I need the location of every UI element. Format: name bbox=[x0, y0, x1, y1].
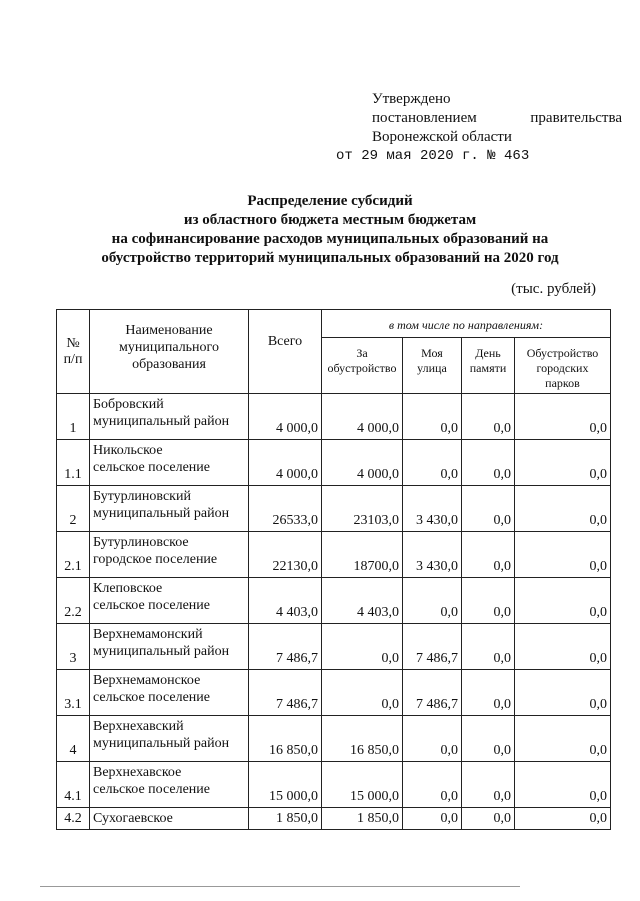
cell-total: 7 486,7 bbox=[249, 670, 322, 716]
cell-dir-memory-day: 0,0 bbox=[462, 394, 515, 440]
cell-no: 3 bbox=[57, 624, 90, 670]
name-line-1: Никольское bbox=[93, 443, 163, 458]
cell-dir-memory-day: 0,0 bbox=[462, 486, 515, 532]
cell-no: 4.2 bbox=[57, 808, 90, 830]
name-line-1: Верхнемамонский bbox=[93, 627, 203, 642]
cell-dir-memory-day: 0,0 bbox=[462, 670, 515, 716]
cell-total: 4 000,0 bbox=[249, 440, 322, 486]
cell-no: 4 bbox=[57, 716, 90, 762]
approval-line-region: Воронежской области bbox=[372, 129, 512, 145]
cell-no: 1 bbox=[57, 394, 90, 440]
cell-dir-memory-day: 0,0 bbox=[462, 532, 515, 578]
name-line-1: Бутурлиновское bbox=[93, 535, 189, 550]
name-line-2: сельское поселение bbox=[93, 598, 210, 613]
table-row bbox=[57, 716, 611, 762]
name-line-2: сельское поселение bbox=[93, 460, 210, 475]
name-line-2: сельское поселение bbox=[93, 690, 210, 705]
cell-dir-improvement: 1 850,0 bbox=[322, 808, 403, 830]
cell-total: 16 850,0 bbox=[249, 716, 322, 762]
header-no: № п/п bbox=[57, 310, 90, 394]
cell-total: 4 403,0 bbox=[249, 578, 322, 624]
document-title bbox=[60, 192, 600, 268]
cell-name bbox=[90, 578, 249, 624]
name-line-2: муниципальный район bbox=[93, 414, 230, 429]
table-row bbox=[57, 624, 611, 670]
title-line-1: Распределение субсидий bbox=[247, 193, 413, 209]
cell-dir-improvement: 18700,0 bbox=[322, 532, 403, 578]
cell-dir-parks: 0,0 bbox=[515, 394, 611, 440]
header-name: Наименование муниципального образования bbox=[90, 310, 249, 394]
cell-dir-memory-day: 0,0 bbox=[462, 716, 515, 762]
cell-dir-my-street: 0,0 bbox=[403, 762, 462, 808]
units-label: (тыс. рублей) bbox=[511, 281, 596, 297]
table-row bbox=[57, 440, 611, 486]
cell-dir-my-street: 3 430,0 bbox=[403, 532, 462, 578]
cell-no: 1.1 bbox=[57, 440, 90, 486]
name-line-1: Клеповское bbox=[93, 581, 163, 596]
cell-total: 1 850,0 bbox=[249, 808, 322, 830]
header-dir-memory-day: День памяти bbox=[462, 338, 515, 394]
cell-dir-memory-day: 0,0 bbox=[462, 762, 515, 808]
name-line-2: муниципальный район bbox=[93, 506, 230, 521]
cell-no: 2.1 bbox=[57, 532, 90, 578]
name-line-2: сельское поселение bbox=[93, 782, 210, 797]
cell-dir-improvement: 0,0 bbox=[322, 670, 403, 716]
cell-dir-parks: 0,0 bbox=[515, 440, 611, 486]
cell-dir-improvement: 15 000,0 bbox=[322, 762, 403, 808]
cell-dir-parks: 0,0 bbox=[515, 808, 611, 830]
name-line-1: Верхнехавское bbox=[93, 765, 182, 780]
cell-name bbox=[90, 394, 249, 440]
cell-no: 4.1 bbox=[57, 762, 90, 808]
cell-total: 7 486,7 bbox=[249, 624, 322, 670]
cell-no: 3.1 bbox=[57, 670, 90, 716]
header-dir-my-street: Моя улица bbox=[403, 338, 462, 394]
table-row bbox=[57, 394, 611, 440]
cell-dir-memory-day: 0,0 bbox=[462, 624, 515, 670]
name-line-2: муниципальный район bbox=[93, 736, 230, 751]
cell-total: 15 000,0 bbox=[249, 762, 322, 808]
cell-dir-improvement: 4 000,0 bbox=[322, 440, 403, 486]
cell-name bbox=[90, 624, 249, 670]
header-directions-group: в том числе по направлениям: bbox=[322, 310, 611, 338]
table-row bbox=[57, 532, 611, 578]
cell-no: 2 bbox=[57, 486, 90, 532]
cell-total: 4 000,0 bbox=[249, 394, 322, 440]
cell-total: 26533,0 bbox=[249, 486, 322, 532]
cell-dir-my-street: 7 486,7 bbox=[403, 670, 462, 716]
cell-name bbox=[90, 486, 249, 532]
cell-dir-improvement: 23103,0 bbox=[322, 486, 403, 532]
cell-dir-memory-day: 0,0 bbox=[462, 578, 515, 624]
cell-dir-memory-day: 0,0 bbox=[462, 440, 515, 486]
approval-line-resolution bbox=[372, 109, 622, 128]
cell-total: 22130,0 bbox=[249, 532, 322, 578]
cell-dir-my-street: 0,0 bbox=[403, 440, 462, 486]
cell-dir-improvement: 16 850,0 bbox=[322, 716, 403, 762]
table-row bbox=[57, 808, 611, 830]
cell-name bbox=[90, 716, 249, 762]
cell-dir-parks: 0,0 bbox=[515, 578, 611, 624]
approval-line-approved: Утверждено bbox=[372, 91, 451, 107]
cell-dir-parks: 0,0 bbox=[515, 532, 611, 578]
cell-dir-parks: 0,0 bbox=[515, 486, 611, 532]
approval-line-date: от 29 мая 2020 г. № 463 bbox=[336, 148, 530, 164]
cell-dir-my-street: 0,0 bbox=[403, 394, 462, 440]
cell-dir-parks: 0,0 bbox=[515, 624, 611, 670]
title-line-4: обустройство территорий муниципальных образований на 2020 год bbox=[101, 250, 559, 266]
cell-dir-my-street: 0,0 bbox=[403, 808, 462, 830]
title-line-2: из областного бюджета местным бюджетам bbox=[183, 212, 477, 228]
cell-no: 2.2 bbox=[57, 578, 90, 624]
name-line-2: муниципальный район bbox=[93, 644, 230, 659]
approval-block bbox=[336, 90, 622, 166]
approval-word-government: правительства bbox=[530, 110, 622, 126]
cell-name bbox=[90, 808, 249, 830]
cell-dir-my-street: 0,0 bbox=[403, 578, 462, 624]
table-row bbox=[57, 762, 611, 808]
cell-dir-memory-day: 0,0 bbox=[462, 808, 515, 830]
cell-dir-improvement: 0,0 bbox=[322, 624, 403, 670]
cell-dir-improvement: 4 403,0 bbox=[322, 578, 403, 624]
cell-dir-parks: 0,0 bbox=[515, 716, 611, 762]
cell-dir-parks: 0,0 bbox=[515, 670, 611, 716]
cell-name bbox=[90, 670, 249, 716]
header-total: Всего bbox=[249, 310, 322, 394]
name-line-1: Верхнехавский bbox=[93, 719, 184, 734]
name-line-1: Сухогаевское bbox=[93, 811, 173, 826]
header-dir-improvement: За обустройство bbox=[322, 338, 403, 394]
table-row bbox=[57, 486, 611, 532]
cell-dir-my-street: 3 430,0 bbox=[403, 486, 462, 532]
cell-dir-parks: 0,0 bbox=[515, 762, 611, 808]
name-line-1: Бобровский bbox=[93, 397, 164, 412]
name-line-1: Бутурлиновский bbox=[93, 489, 191, 504]
cell-name bbox=[90, 440, 249, 486]
cell-dir-improvement: 4 000,0 bbox=[322, 394, 403, 440]
bottom-rule bbox=[40, 886, 520, 887]
title-line-3: на софинансирование расходов муниципальных образований на bbox=[111, 231, 549, 247]
header-dir-parks: Обустройство городских парков bbox=[515, 338, 611, 394]
table-row bbox=[57, 670, 611, 716]
table-row bbox=[57, 578, 611, 624]
name-line-1: Верхнемамонское bbox=[93, 673, 201, 688]
cell-dir-my-street: 7 486,7 bbox=[403, 624, 462, 670]
name-line-2: городское поселение bbox=[93, 552, 218, 567]
subsidy-table bbox=[56, 309, 611, 830]
cell-dir-my-street: 0,0 bbox=[403, 716, 462, 762]
cell-name bbox=[90, 762, 249, 808]
approval-word-resolution: постановлением bbox=[372, 110, 477, 126]
cell-name bbox=[90, 532, 249, 578]
